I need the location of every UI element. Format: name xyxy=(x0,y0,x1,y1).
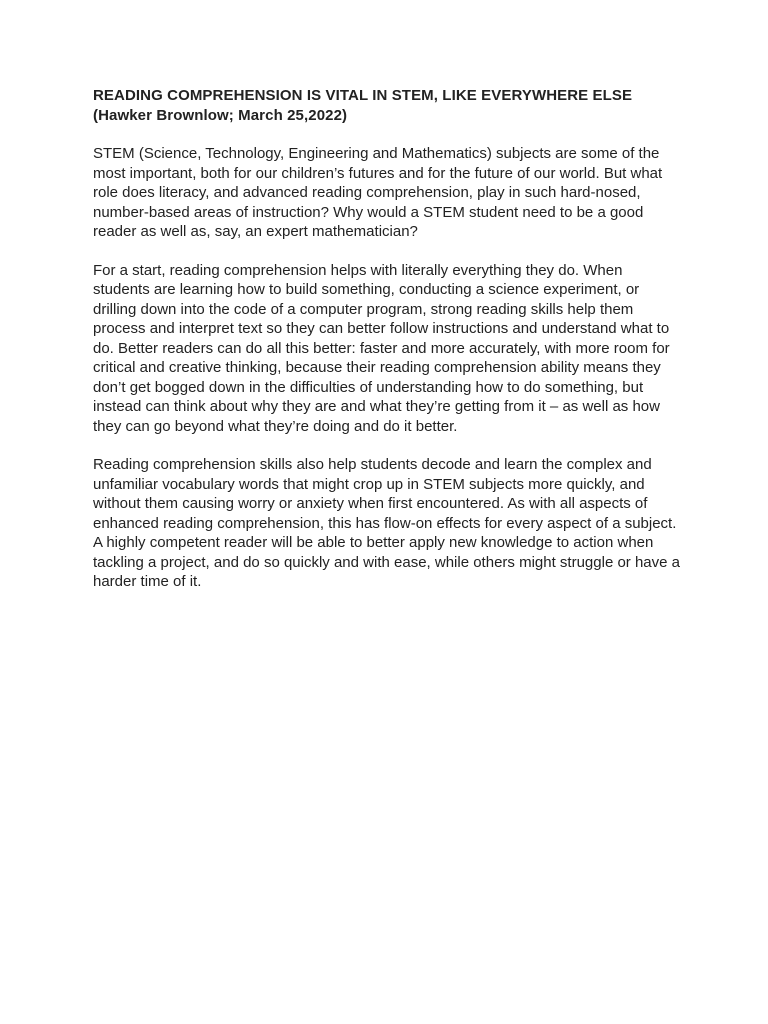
paragraph-2: For a start, reading comprehension helps with literally everything they do. When students are learning how to build something, conducting a science experiment, or drilling down into the code of a computer program, strong reading skills help them process and interpret text so they can better follow instructions and understand what to do. Better readers can do all this better: faster and more accurately, with more room for critical and creative thinking, because their reading comprehension ability means they don’t get bogged down in the difficulties of understanding how to do something, but instead can think about why they are and what they’re getting from it – as well as how they can go beyond what they’re doing and do it better. xyxy=(93,261,670,435)
paragraph-1: STEM (Science, Technology, Engineering and Mathematics) subjects are some of the most important, both for our children’s futures and for the future of our world. But what role does literacy, and advanced reading comprehension, play in such hard-nosed, number-based areas of instruction? Why would a STEM student need to be a good reader as well as, say, an expert mathematician? xyxy=(93,145,663,240)
document-title: READING COMPREHENSION IS VITAL IN STEM, LIKE EVERYWHERE ELSE (Hawker Brownlow; March 25,2022) xyxy=(93,87,633,124)
paragraph-3: Reading comprehension skills also help students decode and learn the complex and unfamiliar vocabulary words that might crop up in STEM subjects more quickly, and without them causing worry or anxiety when first encountered. As with all aspects of enhanced reading comprehension, this has flow-on effects for every aspect of a subject. A highly competent reader will be able to better apply new knowledge to action when tackling a project, and do so quickly and with ease, while others might struggle or have a harder time of it. xyxy=(93,456,680,590)
document-body xyxy=(93,86,683,611)
